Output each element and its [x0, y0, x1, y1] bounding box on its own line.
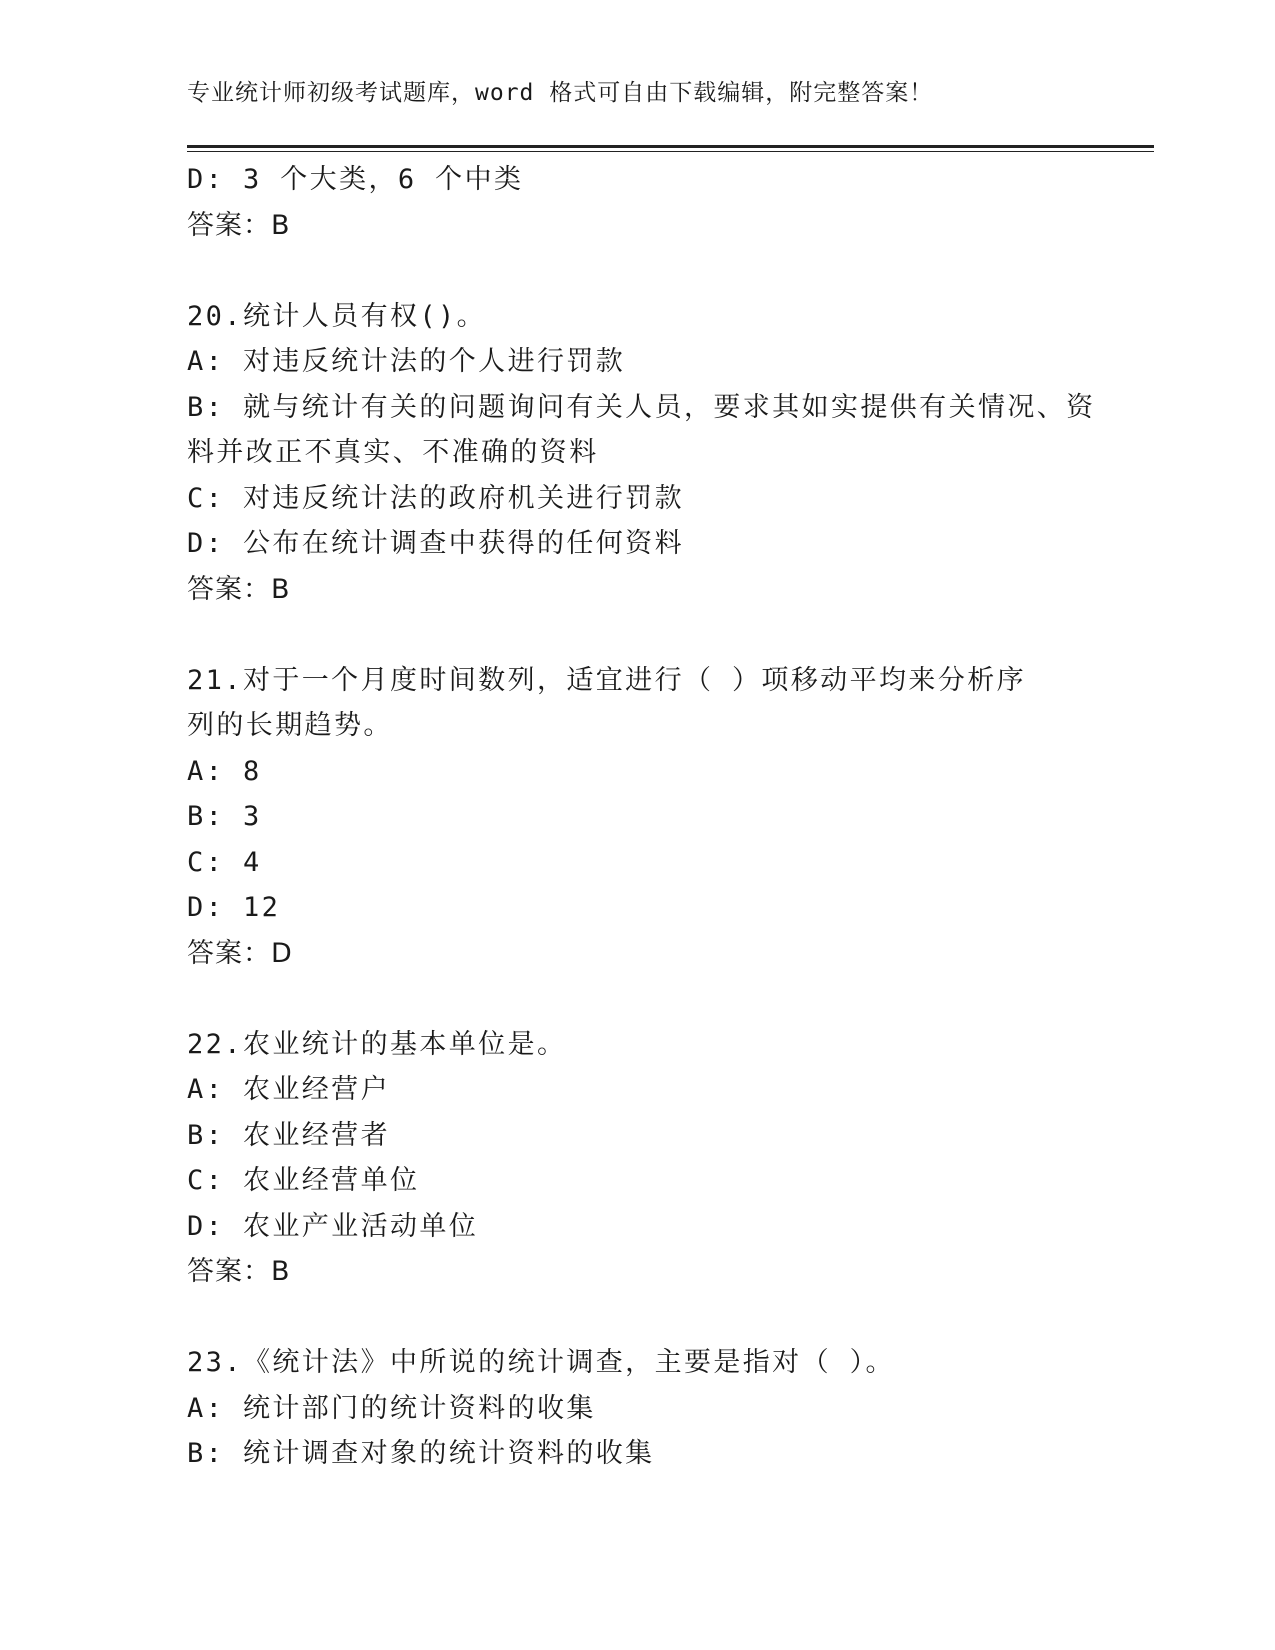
answer: 答案：D — [187, 937, 293, 969]
option-d: D: 农业产业活动单位 — [187, 1210, 479, 1242]
spacer — [187, 1295, 1087, 1341]
question-stem: 21.对于一个月度时间数列，适宜进行（ ）项移动平均来分析序 — [187, 664, 1027, 696]
option-d: D: 公布在统计调查中获得的任何资料 — [187, 528, 684, 559]
option-a: A: 8 — [187, 755, 262, 787]
option-b: B: 农业经营者 — [187, 1119, 390, 1151]
option-a: A: 对违反统计法的个人进行罚款 — [187, 346, 626, 377]
option-c: C: 4 — [187, 846, 262, 878]
option-d: D: 3 个大类，6 个中类 — [187, 164, 524, 195]
header-rule-thick — [187, 145, 1154, 148]
answer: 答案：B — [187, 1256, 291, 1287]
option-b: B: 统计调查对象的统计资料的收集 — [187, 1438, 655, 1469]
option-a: A: 统计部门的统计资料的收集 — [187, 1392, 596, 1424]
question-20 — [187, 294, 1096, 613]
option-a: A: 农业经营户 — [187, 1074, 390, 1105]
question-23 — [187, 1340, 1087, 1477]
spacer — [187, 248, 1087, 294]
question-fragment — [187, 157, 1087, 248]
question-stem: 20.统计人员有权()。 — [187, 300, 487, 332]
answer: 答案：B — [187, 209, 291, 241]
option-b: B: 就与统计有关的问题询问有关人员，要求其如实提供有关情况、资 — [187, 391, 1096, 423]
spacer — [187, 976, 1087, 1022]
answer: 答案：B — [187, 573, 291, 605]
option-b-continued: 料并改正不真实、不准确的资料 — [187, 437, 599, 468]
option-b: B: 3 — [187, 801, 262, 832]
header-text: 专业统计师初级考试题库，word 格式可自由下载编辑，附完整答案！ — [187, 80, 934, 106]
option-d: D: 12 — [187, 892, 281, 923]
spacer — [187, 612, 1087, 658]
question-stem: 23.《统计法》中所说的统计调查，主要是指对（ ）。 — [187, 1347, 895, 1378]
document-body — [187, 157, 1096, 1477]
question-stem: 22.农业统计的基本单位是。 — [187, 1028, 567, 1060]
question-21 — [187, 658, 1087, 977]
option-c: C: 对违反统计法的政府机关进行罚款 — [187, 482, 684, 514]
header-rule-thin — [187, 151, 1154, 152]
question-22 — [187, 1022, 1087, 1295]
option-c: C: 农业经营单位 — [187, 1165, 420, 1196]
question-stem-continued: 列的长期趋势。 — [187, 710, 393, 741]
